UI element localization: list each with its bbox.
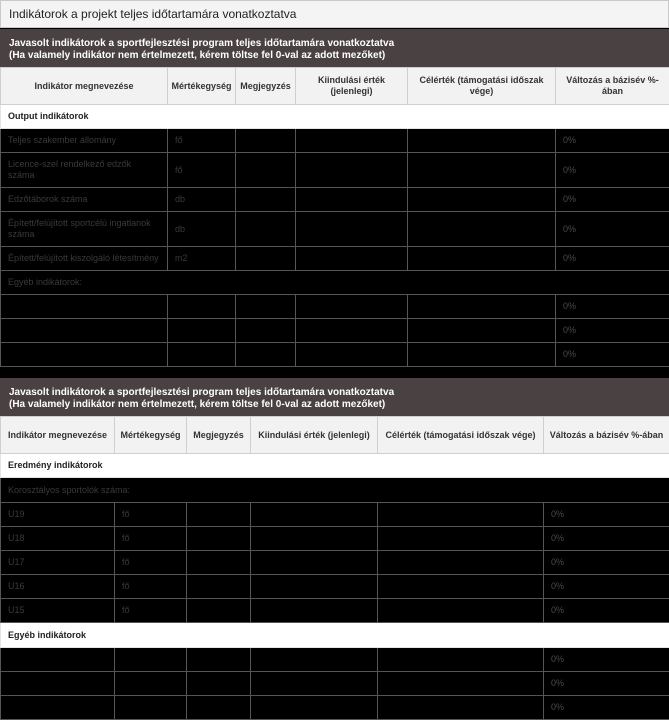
note-input[interactable] [187,648,251,672]
table-row [1,503,669,527]
unit-cell: fő [115,599,187,623]
table-row [1,319,669,343]
table-row [1,696,669,720]
indicator-name-input[interactable] [1,696,115,720]
other-indicators-label: Egyéb indikátorok: [1,271,669,295]
change-cell: 0% [556,247,669,271]
indicator-name: Edzőtáborok száma [1,188,168,212]
note-input[interactable] [236,212,296,247]
unit-input[interactable] [115,672,187,696]
baseline-input[interactable] [251,527,378,551]
unit-input[interactable] [115,648,187,672]
col-change: Változás a bázisév %-ában [544,417,669,454]
table-row [1,599,669,623]
change-cell: 0% [544,503,669,527]
baseline-input[interactable] [251,648,378,672]
indicator-name: U17 [1,551,115,575]
change-cell: 0% [544,551,669,575]
col-baseline: Kiindulási érték (jelenlegi) [251,417,378,454]
col-note: Megjegyzés [236,68,296,105]
section1-note: (Ha valamely indikátor nem értelmezett, kérem töltse fel 0-val az adott mezőket) [9,50,386,61]
target-input[interactable] [408,247,556,271]
note-input[interactable] [187,599,251,623]
note-input[interactable] [236,319,296,343]
unit-cell: fő [115,527,187,551]
result-group-label: Eredmény indikátorok [1,454,669,478]
change-cell: 0% [544,696,669,720]
table-row [1,129,669,153]
change-cell: 0% [556,343,669,367]
change-cell: 0% [556,153,669,188]
col-target: Célérték (támogatási időszak vége) [378,417,544,454]
indicator-name-input[interactable] [1,672,115,696]
change-cell: 0% [544,648,669,672]
col-target: Célérték (támogatási időszak vége) [408,68,556,105]
indicator-name: Épített/felújított sportcélú ingatlanok száma [1,212,168,247]
unit-input[interactable] [168,295,236,319]
output-group-row [1,105,669,129]
note-input[interactable] [187,575,251,599]
target-input[interactable] [378,648,544,672]
indicator-name: Teljes szakember állomány [1,129,168,153]
table-row [1,212,669,247]
note-input[interactable] [187,503,251,527]
target-input[interactable] [378,599,544,623]
change-cell: 0% [556,212,669,247]
indicator-name-input[interactable] [1,319,168,343]
note-input[interactable] [236,188,296,212]
unit-cell: db [168,212,236,247]
baseline-input[interactable] [296,343,408,367]
age-group-label: Korosztályos sportolók száma: [1,478,669,503]
unit-cell: m2 [168,247,236,271]
other-indicators-label: Egyéb indikátorok [1,623,669,648]
baseline-input[interactable] [296,319,408,343]
unit-cell: fő [168,129,236,153]
table-row [1,648,669,672]
section2-title: Javasolt indikátorok a sportfejlesztési program teljes időtartamára vonatkoztatva [9,387,395,398]
change-cell: 0% [556,319,669,343]
baseline-input[interactable] [296,188,408,212]
col-baseline: Kiindulási érték (jelenlegi) [296,68,408,105]
col-change: Változás a bázisév %-ában [556,68,669,105]
target-input[interactable] [378,551,544,575]
table-row [1,343,669,367]
indicator-name: Licence-szel rendelkező edzők száma [1,153,168,188]
indicator-name: U19 [1,503,115,527]
note-input[interactable] [236,247,296,271]
indicator-name: U15 [1,599,115,623]
unit-cell: fő [168,153,236,188]
unit-input[interactable] [115,696,187,720]
page-title: Indikátorok a projekt teljes időtartamára vonatkoztatva [0,0,669,28]
change-cell: 0% [544,527,669,551]
indicator-name: U16 [1,575,115,599]
col-unit: Mértékegység [168,68,236,105]
table-row [1,247,669,271]
baseline-input[interactable] [251,503,378,527]
section2-table [0,416,669,720]
indicator-name-input[interactable] [1,648,115,672]
target-input[interactable] [408,153,556,188]
table-row [1,575,669,599]
section1-header [0,29,669,67]
change-cell: 0% [544,672,669,696]
target-input[interactable] [408,188,556,212]
unit-cell: fő [115,551,187,575]
target-input[interactable] [408,319,556,343]
unit-cell: fő [115,503,187,527]
note-input[interactable] [187,696,251,720]
output-group-label: Output indikátorok [1,105,669,129]
col-note: Megjegyzés [187,417,251,454]
baseline-input[interactable] [296,247,408,271]
note-input[interactable] [187,527,251,551]
target-input[interactable] [378,503,544,527]
section2-note: (Ha valamely indikátor nem értelmezett, kérem töltse fel 0-val az adott mezőket) [9,399,386,410]
baseline-input[interactable] [296,295,408,319]
note-input[interactable] [236,343,296,367]
table-row [1,672,669,696]
change-cell: 0% [544,575,669,599]
unit-cell: fő [115,575,187,599]
target-input[interactable] [408,129,556,153]
col-indicator-name: Indikátor megnevezése [1,68,168,105]
target-input[interactable] [408,295,556,319]
result-group-row [1,454,669,478]
target-input[interactable] [378,672,544,696]
change-cell: 0% [556,129,669,153]
note-input[interactable] [187,551,251,575]
note-input[interactable] [236,295,296,319]
table-row [1,551,669,575]
note-input[interactable] [236,153,296,188]
col-unit: Mértékegység [115,417,187,454]
other-indicators-row [1,271,669,295]
change-cell: 0% [544,599,669,623]
unit-input[interactable] [168,343,236,367]
baseline-input[interactable] [296,129,408,153]
baseline-input[interactable] [251,575,378,599]
note-input[interactable] [187,672,251,696]
note-input[interactable] [236,129,296,153]
change-cell: 0% [556,188,669,212]
section1-title: Javasolt indikátorok a sportfejlesztési program teljes időtartamára vonatkoztatva [9,38,395,49]
target-input[interactable] [378,696,544,720]
unit-input[interactable] [168,319,236,343]
other-indicators-row [1,623,669,648]
unit-cell: db [168,188,236,212]
target-input[interactable] [378,575,544,599]
baseline-input[interactable] [296,153,408,188]
section1-header-row [1,68,669,105]
age-group-row [1,478,669,503]
section2-header-row [1,417,669,454]
table-row [1,295,669,319]
section2-header [0,378,669,416]
col-indicator-name: Indikátor megnevezése [1,417,115,454]
table-row [1,527,669,551]
target-input[interactable] [408,343,556,367]
change-cell: 0% [556,295,669,319]
baseline-input[interactable] [251,599,378,623]
section1-table [0,67,669,367]
baseline-input[interactable] [251,696,378,720]
indicator-name: Épített/felújított kiszolgáló létesítmény [1,247,168,271]
target-input[interactable] [378,527,544,551]
baseline-input[interactable] [251,551,378,575]
indicator-name-input[interactable] [1,343,168,367]
target-input[interactable] [408,212,556,247]
table-row [1,188,669,212]
baseline-input[interactable] [251,672,378,696]
indicator-name: U18 [1,527,115,551]
table-row [1,153,669,188]
indicator-name-input[interactable] [1,295,168,319]
baseline-input[interactable] [296,212,408,247]
